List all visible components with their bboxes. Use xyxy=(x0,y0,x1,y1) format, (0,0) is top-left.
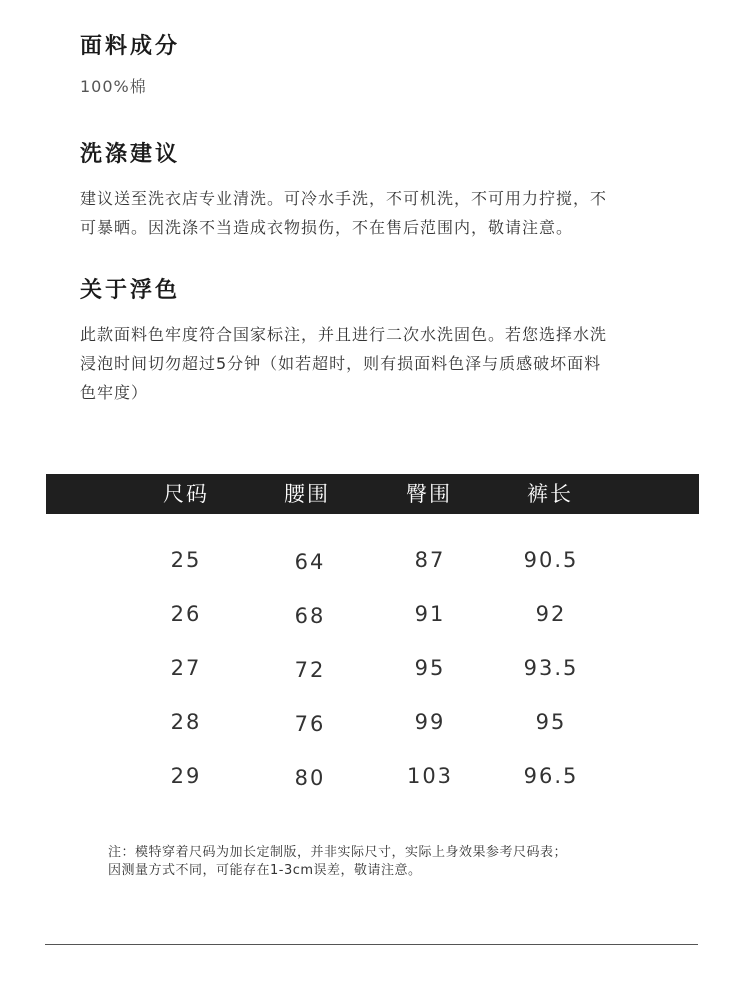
cell-hip: 95 xyxy=(414,656,446,680)
cell-hip: 103 xyxy=(406,764,454,788)
washing-line: 可暴晒。因洗涤不当造成衣物损伤，不在售后范围内，敬请注意。 xyxy=(80,218,574,237)
cell-size: 25 xyxy=(170,548,202,572)
washing-line: 建议送至洗衣店专业清洗。可冷水手洗，不可机洗，不可用力拧搅，不 xyxy=(80,189,608,208)
table-row xyxy=(0,707,750,761)
cell-length: 90.5 xyxy=(523,548,579,572)
cell-waist: 76 xyxy=(294,712,326,736)
cell-size: 29 xyxy=(170,764,202,788)
colorfast-line: 浸泡时间切勿超过5分钟（如若超时，则有损面料色泽与质感破坏面料 xyxy=(80,354,602,373)
cell-size: 28 xyxy=(170,710,202,734)
colorfast-line: 色牢度） xyxy=(80,383,149,402)
washing-section xyxy=(80,140,690,242)
bottom-divider xyxy=(45,944,698,945)
colorfast-section xyxy=(80,276,690,407)
cell-size: 26 xyxy=(170,602,202,626)
colorfast-text xyxy=(80,320,690,407)
cell-hip: 91 xyxy=(414,602,446,626)
cell-length: 93.5 xyxy=(523,656,579,680)
cell-length: 92 xyxy=(535,602,567,626)
colorfast-line: 此款面料色牢度符合国家标注，并且进行二次水洗固色。若您选择水洗 xyxy=(80,325,608,344)
table-row xyxy=(0,545,750,599)
table-row xyxy=(0,599,750,653)
cell-waist: 64 xyxy=(294,550,326,574)
cell-waist: 72 xyxy=(294,658,326,682)
cell-length: 95 xyxy=(535,710,567,734)
cell-waist: 68 xyxy=(294,604,326,628)
header-length: 裤长 xyxy=(527,482,573,506)
header-waist: 腰围 xyxy=(284,482,330,506)
header-hip: 臀围 xyxy=(406,482,452,506)
cell-waist: 80 xyxy=(294,766,326,790)
fabric-title: 面料成分 xyxy=(80,34,181,59)
table-row xyxy=(0,653,750,707)
fabric-section xyxy=(80,32,690,101)
header-size: 尺码 xyxy=(163,482,209,506)
cell-length: 96.5 xyxy=(523,764,579,788)
cell-hip: 99 xyxy=(414,710,446,734)
note-line: 因测量方式不同，可能存在1-3cm误差，敬请注意。 xyxy=(108,863,422,878)
size-note xyxy=(108,844,668,880)
cell-size: 27 xyxy=(170,656,202,680)
washing-title: 洗涤建议 xyxy=(80,142,181,167)
fabric-content: 100%棉 xyxy=(80,77,147,96)
cell-hip: 87 xyxy=(414,548,446,572)
size-table-header xyxy=(46,474,699,514)
washing-text xyxy=(80,184,690,242)
note-line: 注：模特穿着尺码为加长定制版，并非实际尺寸，实际上身效果参考尺码表； xyxy=(108,845,568,860)
colorfast-title: 关于浮色 xyxy=(80,278,181,303)
table-row xyxy=(0,761,750,815)
